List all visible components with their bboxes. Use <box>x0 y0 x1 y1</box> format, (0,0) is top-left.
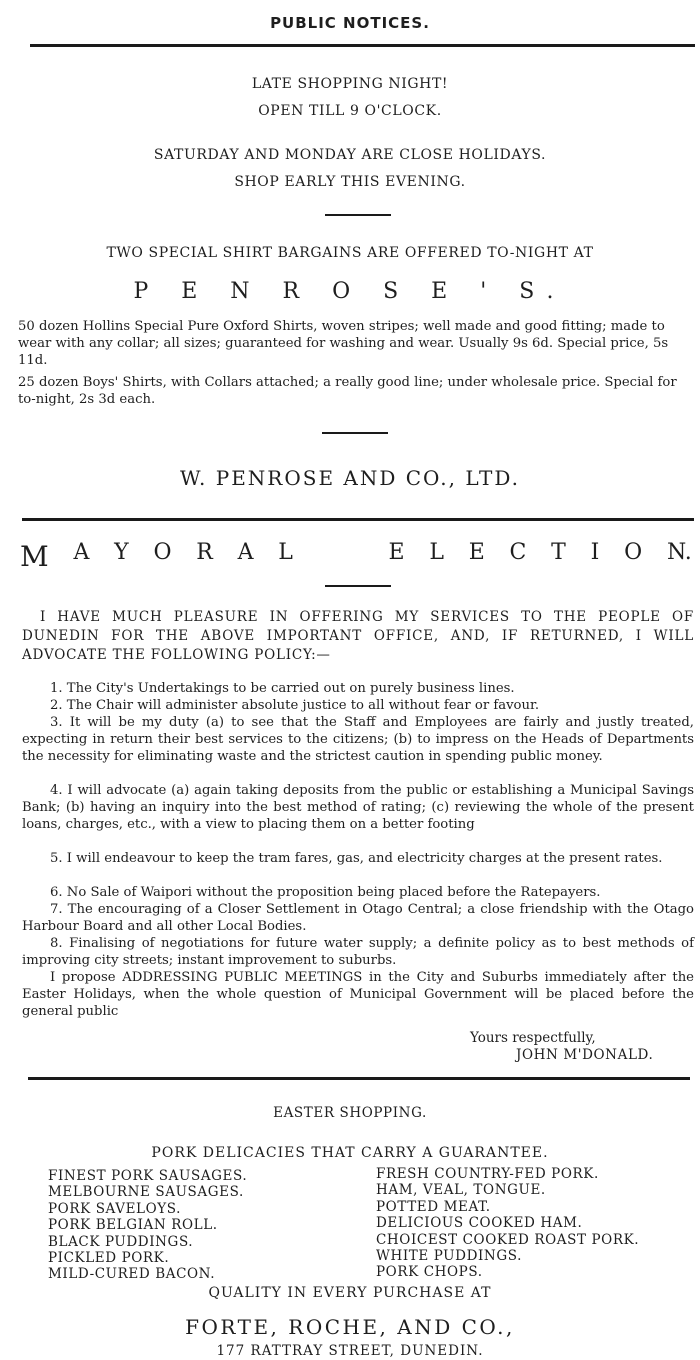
list-item: FINEST PORK SAUSAGES. <box>48 1168 248 1184</box>
title-letter: L <box>278 540 293 565</box>
section-rule <box>22 518 694 521</box>
title-letter: A <box>73 540 90 565</box>
pork-list-left <box>48 1168 247 1283</box>
list-item: PORK BELGIAN ROLL. <box>48 1217 218 1234</box>
divider <box>325 214 391 216</box>
list-item: PORK CHOPS. <box>376 1264 483 1281</box>
divider <box>325 585 391 587</box>
list-item: CHOICEST COOKED ROAST PORK. <box>376 1231 640 1248</box>
firm-address: 177 RATTRAY STREET, DUNEDIN. <box>216 1343 484 1359</box>
title-letter: A <box>237 540 254 565</box>
list-item: HAM, VEAL, TONGUE. <box>376 1182 546 1199</box>
list-item: PORK SAVELOYS. <box>48 1200 182 1217</box>
list-item: MELBOURNE SAUSAGES. <box>48 1184 244 1201</box>
late-shopping-headline: LATE SHOPPING NIGHT! <box>251 76 449 92</box>
title-letter: L <box>429 540 444 565</box>
title-letter: R <box>196 540 213 565</box>
policy-point-8: 8. Finalising of negotiations for future water supply; a definite policy as to best methods of improving city streets; instant improvement to suburbs. <box>22 936 694 968</box>
title-letter: E <box>468 540 485 565</box>
list-item: MILD-CURED BACON. <box>48 1266 216 1283</box>
list-item: FRESH COUNTRY-FED PORK. <box>376 1166 599 1182</box>
closing-salutation: Yours respectfully, <box>470 1030 596 1046</box>
holidays-note: SATURDAY AND MONDAY ARE CLOSE HOLIDAYS. <box>153 147 547 163</box>
shop-early-note: SHOP EARLY THIS EVENING. <box>234 174 466 190</box>
penrose-name: P E N R O S E ' S. <box>133 279 567 304</box>
list-item: BLACK PUDDINGS. <box>48 1233 194 1250</box>
policy-point-7: 7. The encouraging of a Closer Settlement in Otago Central; a close friendship with the Otago Harbour Board and all other Local Bodies. <box>22 902 694 934</box>
title-letter: I <box>590 540 600 565</box>
list-item: DELICIOUS COOKED HAM. <box>376 1215 583 1232</box>
policy-point-3: 3. It will be my duty (a) to see that the Staff and Employees are fairly and justly treated, expecting in return their best services to the citizens; (b) to impress on the Heads of Departments the necessity for eliminating waste and the strictest caution in spending public money. <box>22 715 694 764</box>
divider <box>322 432 388 434</box>
title-letter: C <box>509 540 527 565</box>
title-letter: E <box>388 540 405 565</box>
easter-title: EASTER SHOPPING. <box>273 1105 427 1121</box>
policy-point-6: 6. No Sale of Waipori without the proposition being placed before the Ratepayers. <box>50 885 601 900</box>
section-rule <box>28 1077 690 1080</box>
title-letter: T <box>551 540 566 565</box>
policy-point-1: 1. The City's Undertakings to be carried out on purely business lines. <box>50 681 515 696</box>
forte-roche-firm-name: FORTE, ROCHE, AND CO., <box>185 1315 515 1339</box>
title-letter: M <box>20 540 49 573</box>
opening-hours: OPEN TILL 9 O'CLOCK. <box>258 103 442 119</box>
policy-point-5: 5. I will endeavour to keep the tram fares, gas, and electricity charges at the present rates. <box>50 851 663 866</box>
policy-point-4: 4. I will advocate (a) again taking deposits from the public or establishing a Municipal Savings Bank; (b) having an inquiry into the best method of rating; (c) reviewing the whole of the present loans, charges, etc., with a view to placing them on a better footing <box>22 783 694 832</box>
header-rule <box>30 44 695 47</box>
easter-subtitle: PORK DELICACIES THAT CARRY A GUARANTEE. <box>151 1145 549 1161</box>
penrose-intro: TWO SPECIAL SHIRT BARGAINS ARE OFFERED TO-NIGHT AT <box>106 245 594 261</box>
title-letter: N. <box>666 540 692 565</box>
list-item: PICKLED PORK. <box>48 1250 170 1267</box>
shirt-bargain-oxford: 50 dozen Hollins Special Pure Oxford Shirts, woven stripes; well made and good fitting; made to wear with any collar; all sizes; guaranteed for washing and wear. Usually 9s 6d. Special price, 5s 11d. <box>18 319 669 368</box>
pork-list-right <box>376 1166 639 1281</box>
list-item: POTTED MEAT. <box>376 1198 491 1215</box>
signature: JOHN M'DONALD. <box>516 1047 654 1063</box>
policy-point-2: 2. The Chair will administer absolute justice to all without fear or favour. <box>50 698 540 713</box>
mayoral-election-title <box>20 540 692 573</box>
shirt-bargain-boys: 25 dozen Boys' Shirts, with Collars attached; a really good line; under wholesale price. Special for to-night, 2s 3d each. <box>18 375 677 407</box>
title-letter: O <box>153 540 172 565</box>
title-letter: O <box>624 540 643 565</box>
public-meetings-note: I propose ADDRESSING PUBLIC MEETINGS in the City and Suburbs immediately after the Easter Holidays, when the whole question of Municipal Government will be placed before the general public <box>22 970 694 1019</box>
mayoral-intro: I HAVE MUCH PLEASURE IN OFFERING MY SERVICES TO THE PEOPLE OF DUNEDIN FOR THE ABOVE IMPORTANT OFFICE, AND, IF RETURNED, I WILL ADVOCATE THE FOLLOWING POLICY:— <box>22 609 694 663</box>
title-letter: Y <box>114 540 129 565</box>
penrose-firm-name: W. PENROSE AND CO., LTD. <box>179 466 521 490</box>
section-title: PUBLIC NOTICES. <box>270 14 430 32</box>
list-item: WHITE PUDDINGS. <box>376 1248 522 1265</box>
quality-line: QUALITY IN EVERY PURCHASE AT <box>208 1285 492 1301</box>
